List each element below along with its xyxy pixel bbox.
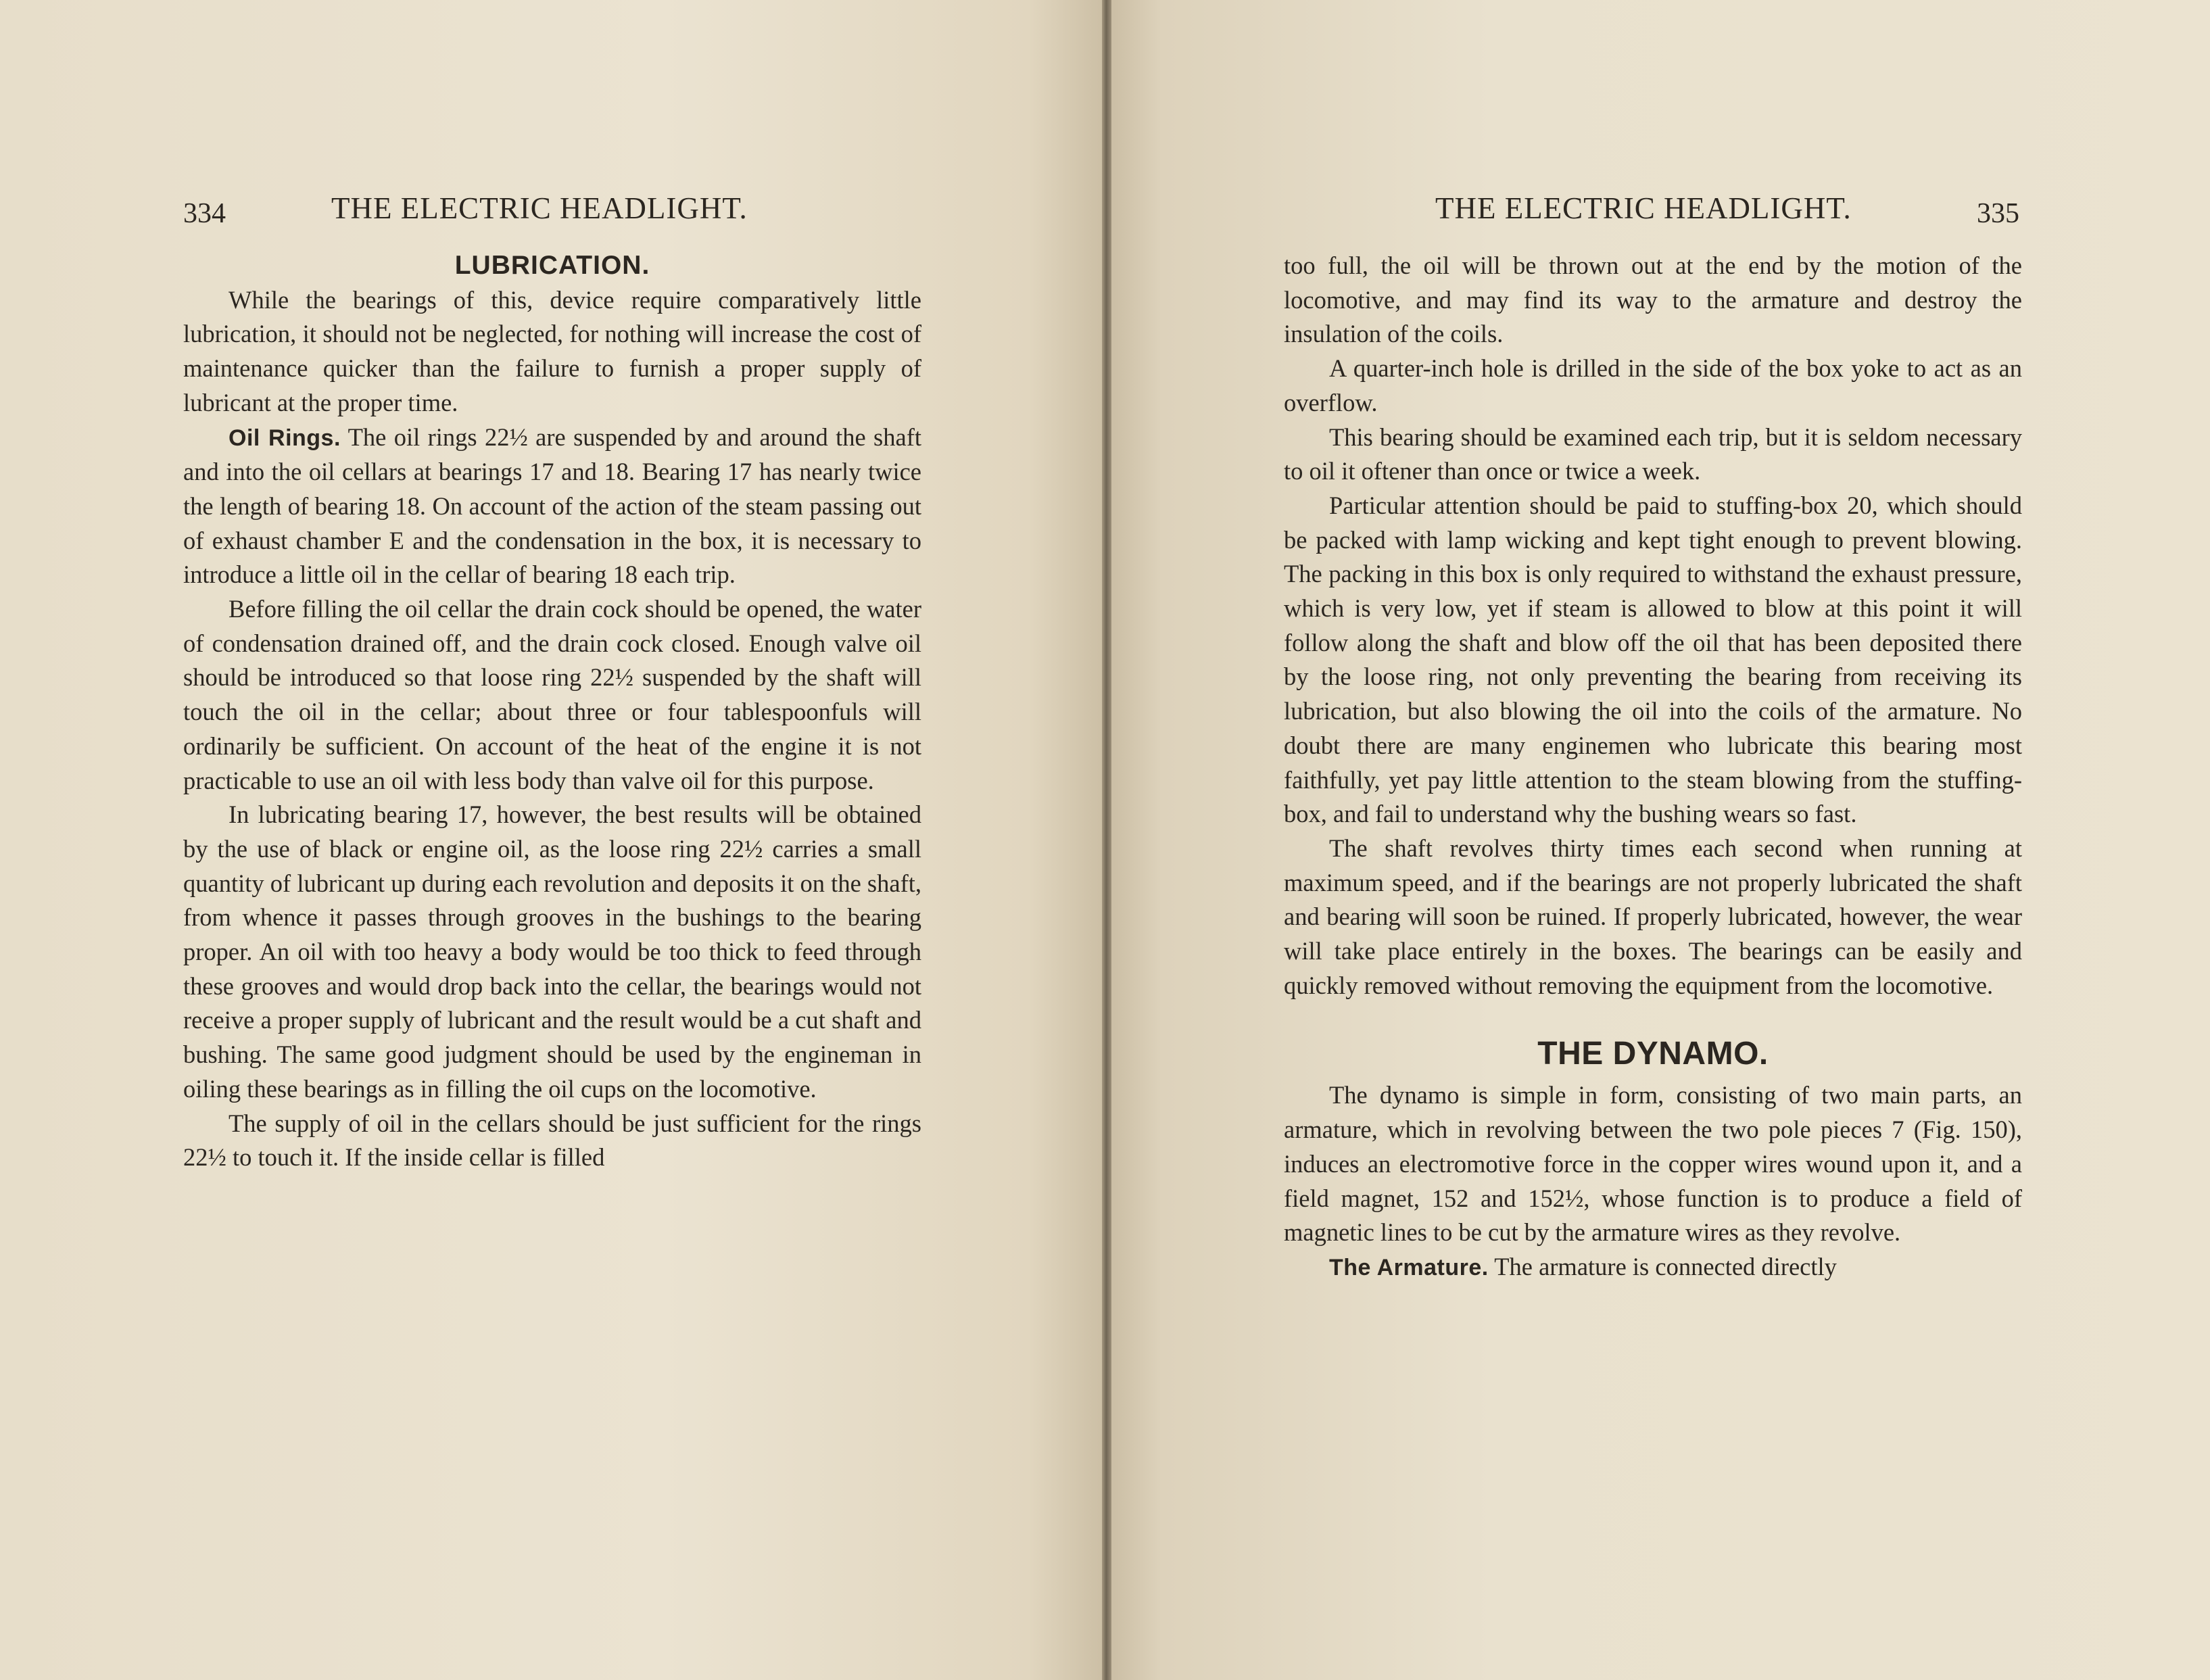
paragraph: too full, the oil will be thrown out at the end by the motion of the locomotive, and may find its way to the armature and destroy the insulation of the coils.: [1284, 251, 2022, 348]
paragraph: A quarter-inch hole is drilled in the side of the box yoke to act as an overflow.: [1284, 354, 2022, 416]
paragraph: Particular attention should be paid to stuffing-box 20, which should be packed with lamp wicking and kept tight enough to prevent blowing. The packing in this box is only required to withstand the exhaust pressure, which is very low, yet if steam is allowed to blow at this point it will follow along the shaft and blow off the oil that has been deposited there by the loose ring, not only preventing the bearing from receiving its lubrication, but also blowing the oil into the coils of the armature. No doubt there are many enginemen who lubricate this bearing most faithfully, yet pay little attention to the steam blowing from the stuffing-box, and fail to understand why the bushing wears so fast.: [1284, 491, 2022, 828]
book-gutter: [1102, 0, 1111, 1680]
paragraph: In lubricating bearing 17, however, the best results will be obtained by the use of black or engine oil, as the loose ring 22½ carries a small quantity of lubricant up during each revolution and deposits it on the shaft, from whence it passes through grooves in the bushings to the bearing proper. An oil with too heavy a body would be too thick to feed through these grooves and would drop back into the cellar, the bearings would not receive a proper supply of lubricant and the result would be a cut shaft and bushing. The same good judgment should be used by the engineman in oiling these bearings as in filling the oil cups on the locomotive.: [183, 800, 921, 1103]
section-heading: LUBRICATION.: [454, 251, 650, 280]
paragraph: Before filling the oil cellar the drain cock should be opened, the water of condensation drained off, and the drain cock closed. Enough valve oil should be introduced so that loose ring 22½ suspended by the shaft will touch the oil in the cellar; about three or four tablespoonfuls will ordinarily be sufficient. On account of the heat of the engine it is not practicable to use an oil with less body than valve oil for this purpose.: [183, 595, 921, 794]
page-number: 334: [183, 198, 226, 229]
paragraph-text: The oil rings 22½ are suspended by and around the shaft and into the oil cellars at bearings 17 and 18. Bearing 17 has nearly twice the length of bearing 18. On account of the action of the steam passing out of exhaust chamber E and the condensation in the box, it is necessary to introduce a little oil in the cellar of bearing 18 each trip.: [183, 423, 921, 589]
text-column: [183, 249, 921, 1175]
paragraph: The supply of oil in the cellars should be just sufficient for the rings 22½ to touch it. If the inside cellar is filled: [183, 1109, 921, 1172]
paragraph: While the bearings of this, device require comparatively little lubrication, it should not be neglected, for nothing will increase the cost of maintenance quicker than the failure to furnish a proper supply of lubricant at the proper time.: [183, 285, 921, 416]
paragraph: This bearing should be examined each trip, but it is seldom necessary to oil it oftener than once or twice a week.: [1284, 423, 2022, 485]
paragraph-text: The armature is connected directly: [1494, 1252, 1837, 1280]
running-head: THE ELECTRIC HEADLIGHT.: [331, 191, 748, 225]
paragraph: The shaft revolves thirty times each second when running at maximum speed, and if the bearings are not properly lubricated the shaft and bearing will soon be ruined. If properly lubricated, however, the wear will take place entirely in the boxes. The bearings can be easily and quickly removed without removing the equipment from the locomotive.: [1284, 834, 2022, 999]
run-in-heading: Oil Rings.: [229, 425, 341, 451]
section-heading: THE DYNAMO.: [1537, 1036, 1769, 1072]
paragraph-with-run-in: [1284, 1250, 2022, 1285]
run-in-heading: The Armature.: [1329, 1254, 1489, 1280]
running-head: THE ELECTRIC HEADLIGHT.: [1435, 191, 1852, 225]
page-number: 335: [1977, 198, 2019, 229]
text-column: [1284, 249, 2022, 1285]
paragraph: The dynamo is simple in form, consisting of two main parts, an armature, which in revolving between the two pole pieces 7 (Fig. 150), induces an electromotive force in the copper wires wound upon it, and a field magnet, 152 and 152½, whose function is to produce a field of magnetic lines to be cut by the armature wires as they revolve.: [1284, 1081, 2022, 1247]
paragraph-with-run-in: [183, 421, 921, 593]
